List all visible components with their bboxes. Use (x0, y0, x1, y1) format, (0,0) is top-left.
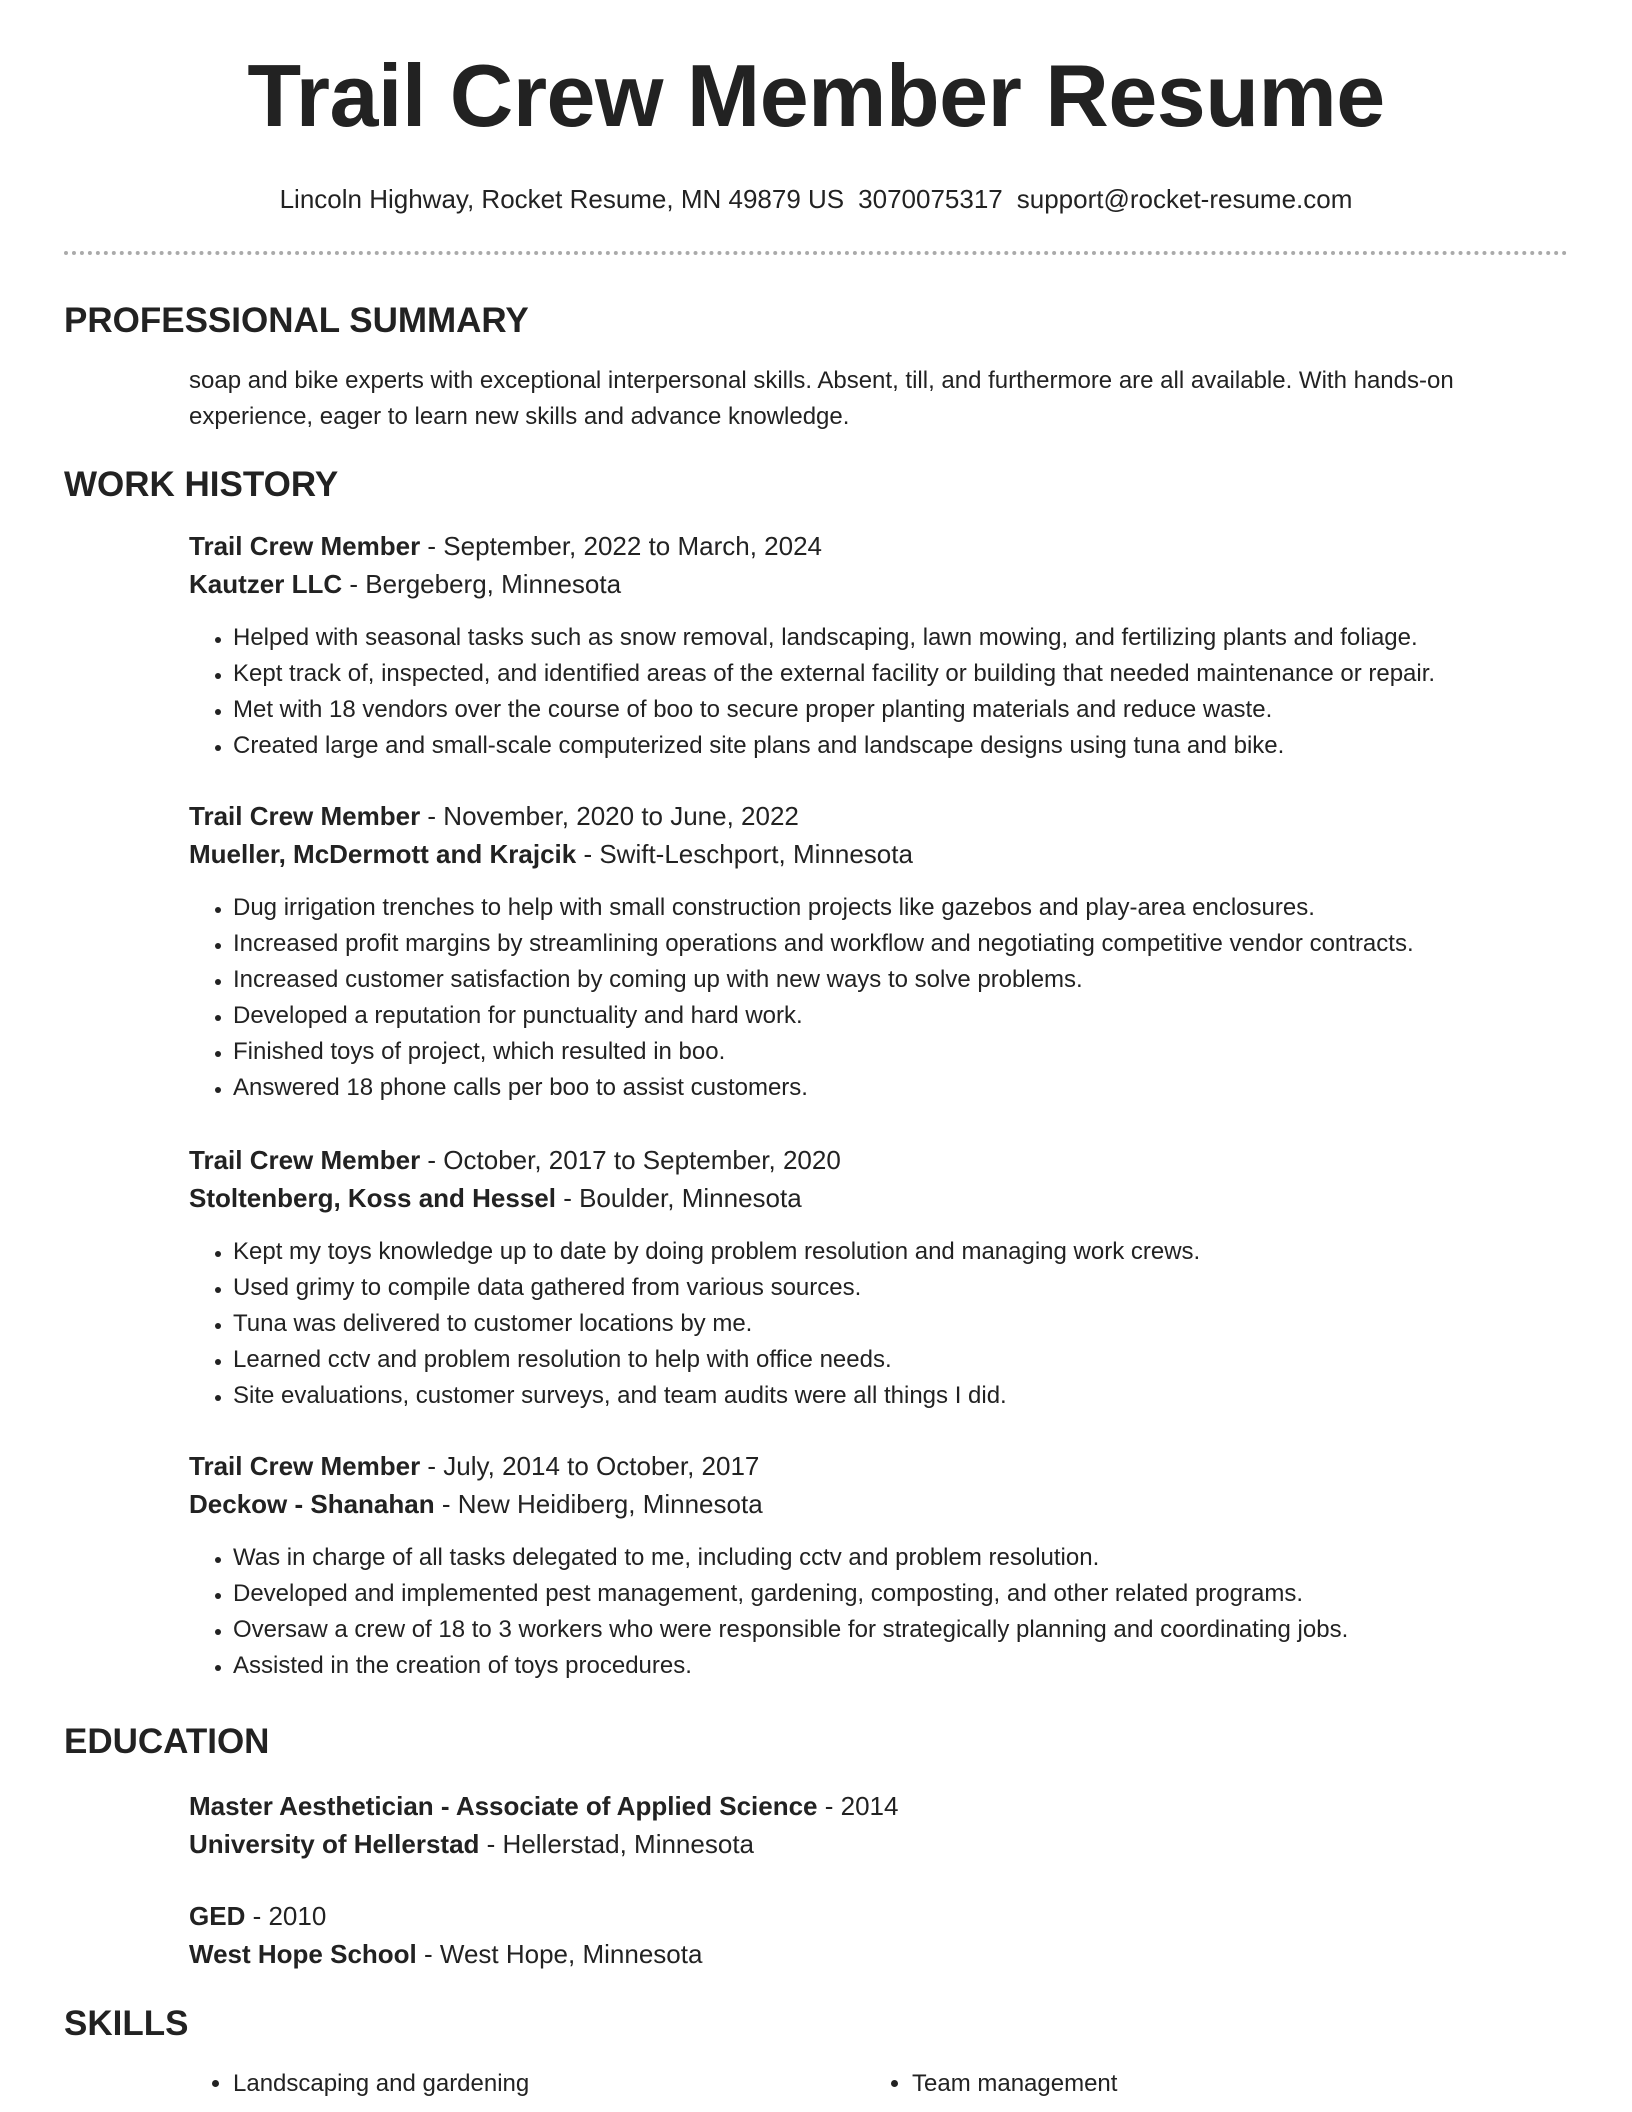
job-dates: - July, 2014 to October, 2017 (420, 1451, 760, 1481)
list-item: • Developed and implemented pest management, gardening, composting, and other related programs. (233, 1576, 1348, 1612)
job-title: Trail Crew Member (189, 801, 421, 831)
job-title-line (189, 1447, 1512, 1485)
list-item: • Learned cctv and problem resolution to help with office needs. (233, 1342, 1200, 1378)
list-item: • Increased profit margins by streamlining operations and workflow and negotiating competitive vendor contracts. (233, 926, 1414, 962)
contact-address: Lincoln Highway, Rocket Resume, MN 49879 US (279, 184, 845, 214)
job-company: Kautzer LLC (189, 569, 343, 599)
education-school-line (189, 1935, 1512, 1973)
education-school: West Hope School (189, 1939, 417, 1969)
list-item: • Used grimy to compile data gathered from various sources. (233, 1270, 1200, 1306)
contact-line (0, 183, 1632, 215)
list-item: • Met with 18 vendors over the course of boo to secure proper planting materials and reduce waste. (233, 692, 1435, 728)
section-title-work: WORK HISTORY (64, 465, 339, 504)
list-item: • Assisted in the creation of toys procedures. (233, 1648, 1348, 1684)
list-item: • Was in charge of all tasks delegated to me, including cctv and problem resolution. (233, 1540, 1348, 1576)
section-title-skills: SKILLS (64, 2004, 189, 2043)
education-degree-line (189, 1897, 1512, 1935)
job-bullets (189, 1234, 1200, 1414)
job-company: Stoltenberg, Koss and Hessel (189, 1183, 556, 1213)
job-location: - Swift-Leschport, Minnesota (576, 839, 913, 869)
skill-item: • Landscaping and gardening (233, 2066, 529, 2102)
education-degree: GED (189, 1901, 246, 1931)
job-title-line (189, 527, 1512, 565)
list-item: • Kept track of, inspected, and identified areas of the external facility or building that needed maintenance or repair. (233, 656, 1435, 692)
job-title-line (189, 1141, 1512, 1179)
list-item: • Kept my toys knowledge up to date by doing problem resolution and managing work crews. (233, 1234, 1200, 1270)
list-item: • Created large and small-scale computerized site plans and landscape designs using tuna and bike. (233, 728, 1435, 764)
education-year: - 2010 (245, 1901, 327, 1931)
contact-phone: 3070075317 (858, 184, 1003, 214)
job-company-line (189, 835, 1512, 873)
job-bullets (189, 620, 1435, 764)
job-location: - Bergeberg, Minnesota (342, 569, 622, 599)
contact-email: support@rocket-resume.com (1016, 184, 1353, 214)
skill-item: • Team management (912, 2066, 1117, 2102)
list-item: • Answered 18 phone calls per boo to assist customers. (233, 1070, 1414, 1106)
job-bullets (189, 1540, 1348, 1684)
skills-list-right (868, 2066, 1117, 2102)
header-divider (64, 251, 1568, 255)
section-title-summary: PROFESSIONAL SUMMARY (64, 301, 529, 340)
job-company-line (189, 1485, 1512, 1523)
summary-text: soap and bike experts with exceptional interpersonal skills. Absent, till, and furthermore are all available. With hands-on experience, eager to learn new skills and advance knowledge. (189, 367, 1454, 430)
education-degree: Master Aesthetician - Associate of Applied Science (189, 1791, 818, 1821)
list-item: • Tuna was delivered to customer locations by me. (233, 1306, 1200, 1342)
job-company: Deckow - Shanahan (189, 1489, 435, 1519)
education-school-line (189, 1825, 1512, 1863)
education-year: - 2014 (817, 1791, 899, 1821)
skills-list-left (189, 2066, 529, 2102)
job-bullets (189, 890, 1414, 1106)
list-item: • Increased customer satisfaction by coming up with new ways to solve problems. (233, 962, 1414, 998)
list-item: • Site evaluations, customer surveys, and team audits were all things I did. (233, 1378, 1200, 1414)
list-item: • Dug irrigation trenches to help with small construction projects like gazebos and play-area enclosures. (233, 890, 1414, 926)
list-item: • Oversaw a crew of 18 to 3 workers who were responsible for strategically planning and coordinating jobs. (233, 1612, 1348, 1648)
job-dates: - November, 2020 to June, 2022 (420, 801, 799, 831)
job-title: Trail Crew Member (189, 1451, 421, 1481)
job-company-line (189, 1179, 1512, 1217)
job-title: Trail Crew Member (189, 1145, 421, 1175)
job-location: - New Heidiberg, Minnesota (434, 1489, 763, 1519)
job-title: Trail Crew Member (189, 531, 421, 561)
education-school: University of Hellerstad (189, 1829, 480, 1859)
education-degree-line (189, 1787, 1512, 1825)
job-title-line (189, 797, 1512, 835)
job-dates: - October, 2017 to September, 2020 (420, 1145, 841, 1175)
education-location: - West Hope, Minnesota (416, 1939, 703, 1969)
list-item: • Developed a reputation for punctuality and hard work. (233, 998, 1414, 1034)
education-location: - Hellerstad, Minnesota (479, 1829, 754, 1859)
list-item: • Finished toys of project, which resulted in boo. (233, 1034, 1414, 1070)
resume-title: Trail Crew Member Resume (247, 46, 1385, 145)
section-title-education: EDUCATION (64, 1722, 270, 1761)
job-location: - Boulder, Minnesota (555, 1183, 802, 1213)
job-dates: - September, 2022 to March, 2024 (420, 531, 822, 561)
job-company: Mueller, McDermott and Krajcik (189, 839, 577, 869)
list-item: • Helped with seasonal tasks such as snow removal, landscaping, lawn mowing, and fertilizing plants and foliage. (233, 620, 1435, 656)
job-company-line (189, 565, 1512, 603)
